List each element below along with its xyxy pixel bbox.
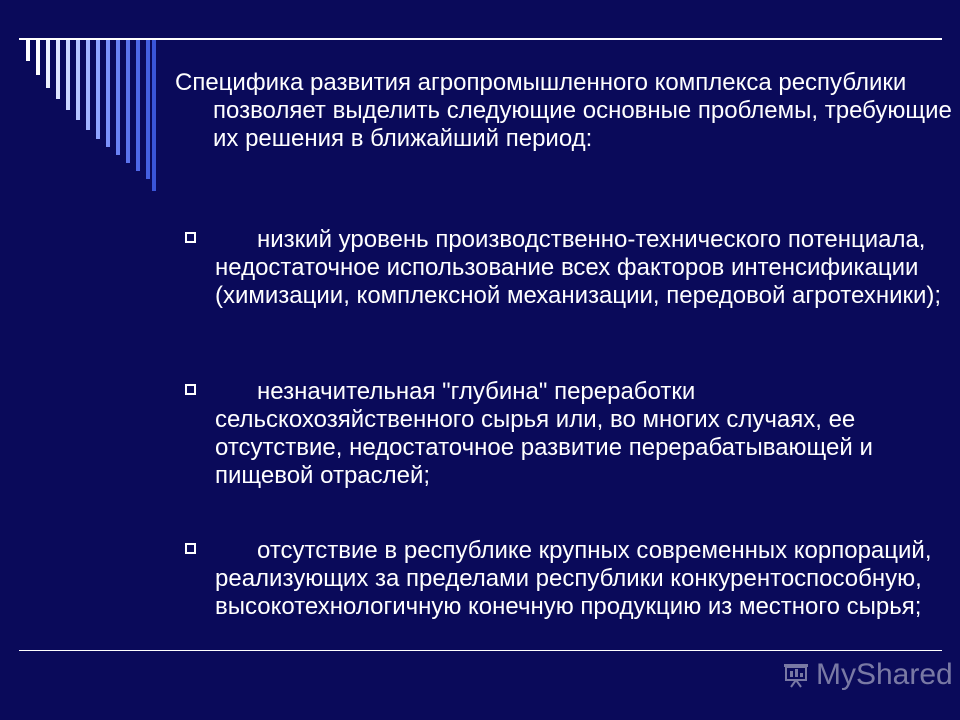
decor-bar [66,40,70,110]
bottom-divider [19,650,942,651]
presentation-screen-icon [782,661,810,689]
bullet-item-3 [185,537,945,621]
decor-bar [146,40,150,179]
decor-bar [56,40,60,99]
decor-bar [126,40,130,163]
decor-bar [26,40,30,61]
bullet-text: отсутствие в республике крупных современных корпораций, реализующих за пределами республики конкурентоспособную, высокотехнологичную конечную продукцию из местного сырья; [215,537,932,620]
watermark [782,655,953,695]
bullet-text: незначительная "глубина" переработки сельскохозяйственного сырья или, во многих случаях, ее отсутствие, недостаточное развитие перерабатывающей и пищевой отраслей; [215,378,873,489]
intro-paragraph: Специфика развития агропромышленного комплекса республики позволяет выделить следующие основные проблемы, требующие их решения в ближайший период: [175,69,952,152]
bullet-item-1 [185,226,945,310]
decor-bar [46,40,50,88]
decor-bar [86,40,90,130]
square-bullet-icon [185,384,196,395]
top-divider [19,38,942,40]
decor-bar [96,40,100,139]
bullet-item-2 [185,378,945,490]
decor-bar [152,40,156,191]
square-bullet-icon [185,543,196,554]
watermark-text: MyShared [816,658,953,691]
decor-bar [106,40,110,147]
decor-bar [136,40,140,171]
bullet-text: низкий уровень производственно-технического потенциала, недостаточное использование всех факторов интенсификации (химизации, комплексной механизации, передовой агротехники); [215,226,942,309]
decor-bar [116,40,120,155]
square-bullet-icon [185,232,196,243]
decor-bar [76,40,80,120]
decor-bar [36,40,40,75]
